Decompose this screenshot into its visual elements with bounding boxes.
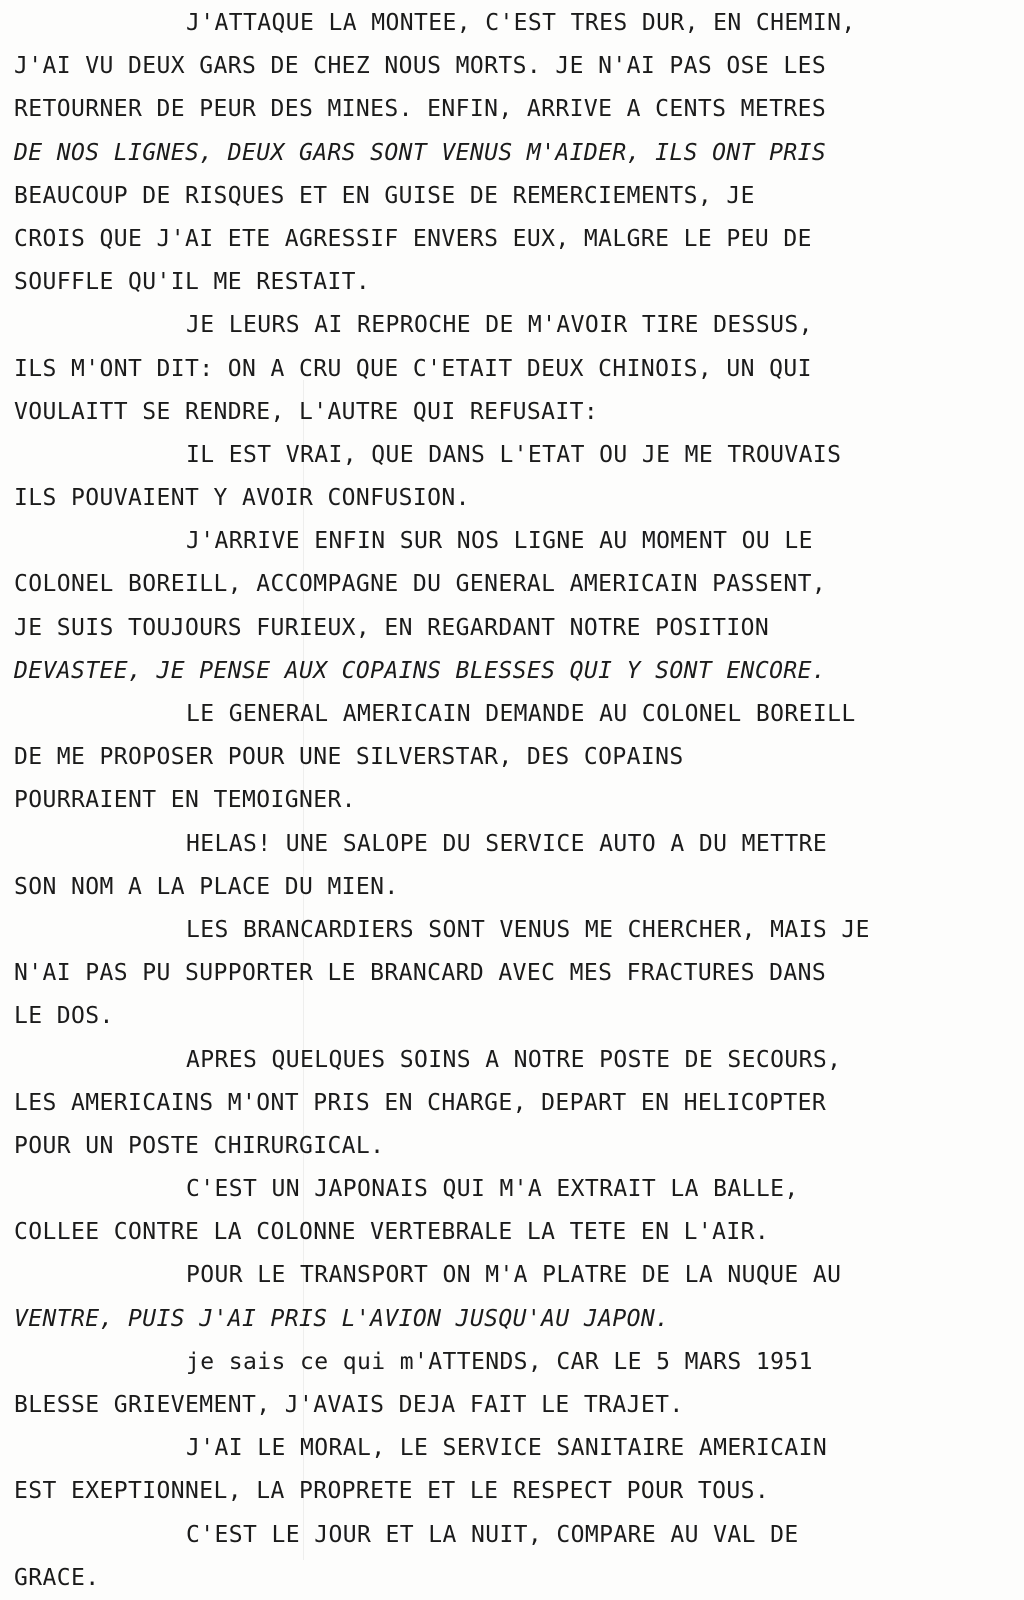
text-line: J'ARRIVE ENFIN SUR NOS LIGNE AU MOMENT OU LE — [186, 528, 813, 555]
text-line: POURRAIENT EN TEMOIGNER. — [14, 787, 356, 814]
text-line: BLESSE GRIEVEMENT, J'AVAIS DEJA FAIT LE TRAJET. — [14, 1392, 684, 1418]
text-line: LES AMERICAINS M'ONT PRIS EN CHARGE, DEPART EN HELICOPTER — [14, 1089, 827, 1116]
text-line: IL EST VRAI, QUE DANS L'ETAT OU JE ME TROUVAIS — [186, 441, 842, 468]
text-line: BEAUCOUP DE RISQUES ET EN GUISE DE REMERCIEMENTS, JE — [14, 182, 755, 209]
text-line: JE LEURS AI REPROCHE DE M'AVOIR TIRE DESSUS, — [186, 312, 813, 339]
text-line: APRES QUELQUES SOINS A NOTRE POSTE DE SECOURS, — [186, 1046, 842, 1073]
text-line: VENTRE, PUIS J'AI PRIS L'AVION JUSQU'AU JAPON. — [14, 1305, 670, 1332]
text-line: je sais ce qui m'ATTENDS, CAR LE 5 MARS 1951 — [186, 1348, 813, 1375]
text-line: DE ME PROPOSER POUR UNE SILVERSTAR, DES COPAINS — [14, 744, 684, 771]
text-line: ILS POUVAIENT Y AVOIR CONFUSION. — [14, 485, 470, 512]
text-line: VOULAITT SE RENDRE, L'AUTRE QUI REFUSAIT: — [14, 398, 599, 425]
text-line: SON NOM A LA PLACE DU MIEN. — [14, 873, 399, 900]
text-line: J'AI VU DEUX GARS DE CHEZ NOUS MORTS. JE N'AI PAS OSE LES — [14, 53, 827, 80]
text-line: DEVASTEE, JE PENSE AUX COPAINS BLESSES QUI Y SONT ENCORE. — [14, 657, 827, 684]
text-line: HELAS! UNE SALOPE DU SERVICE AUTO A DU METTRE — [186, 830, 828, 857]
typewritten-text-block — [14, 2, 1014, 1600]
text-line: GRACE. — [14, 1564, 100, 1591]
text-line: RETOURNER DE PEUR DES MINES. ENFIN, ARRIVE A CENTS METRES — [14, 96, 827, 123]
text-line: COLLEE CONTRE LA COLONNE VERTEBRALE LA TETE EN L'AIR. — [14, 1219, 770, 1246]
text-line: C'EST UN JAPONAIS QUI M'A EXTRAIT LA BALLE, — [186, 1176, 799, 1203]
text-line: LES BRANCARDIERS SONT VENUS ME CHERCHER, MAIS JE — [186, 916, 870, 943]
text-line: CROIS QUE J'AI ETE AGRESSIF ENVERS EUX, MALGRE LE PEU DE — [14, 225, 812, 252]
text-line: C'EST LE JOUR ET LA NUIT, COMPARE AU VAL DE — [186, 1521, 799, 1548]
text-line: JE SUIS TOUJOURS FURIEUX, EN REGARDANT NOTRE POSITION — [14, 614, 770, 641]
text-line: POUR UN POSTE CHIRURGICAL. — [14, 1132, 385, 1159]
text-line: EST EXEPTIONNEL, LA PROPRETE ET LE RESPECT POUR TOUS. — [14, 1478, 770, 1505]
text-line: SOUFFLE QU'IL ME RESTAIT. — [14, 269, 371, 296]
text-line: LE DOS. — [14, 1003, 114, 1030]
text-line: J'ATTAQUE LA MONTEE, C'EST TRES DUR, EN CHEMIN, — [186, 10, 856, 36]
text-line: DE NOS LIGNES, DEUX GARS SONT VENUS M'AIDER, ILS ONT PRIS — [14, 139, 827, 166]
text-line: POUR LE TRANSPORT ON M'A PLATRE DE LA NUQUE AU — [186, 1262, 842, 1289]
text-line: COLONEL BOREILL, ACCOMPAGNE DU GENERAL AMERICAIN PASSENT, — [14, 571, 827, 598]
text-line: J'AI LE MORAL, LE SERVICE SANITAIRE AMERICAIN — [186, 1435, 828, 1462]
text-line: LE GENERAL AMERICAIN DEMANDE AU COLONEL BOREILL — [186, 701, 856, 727]
text-line: N'AI PAS PU SUPPORTER LE BRANCARD AVEC MES FRACTURES DANS — [14, 960, 827, 987]
text-line: ILS M'ONT DIT: ON A CRU QUE C'ETAIT DEUX CHINOIS, UN QUI — [14, 355, 812, 382]
